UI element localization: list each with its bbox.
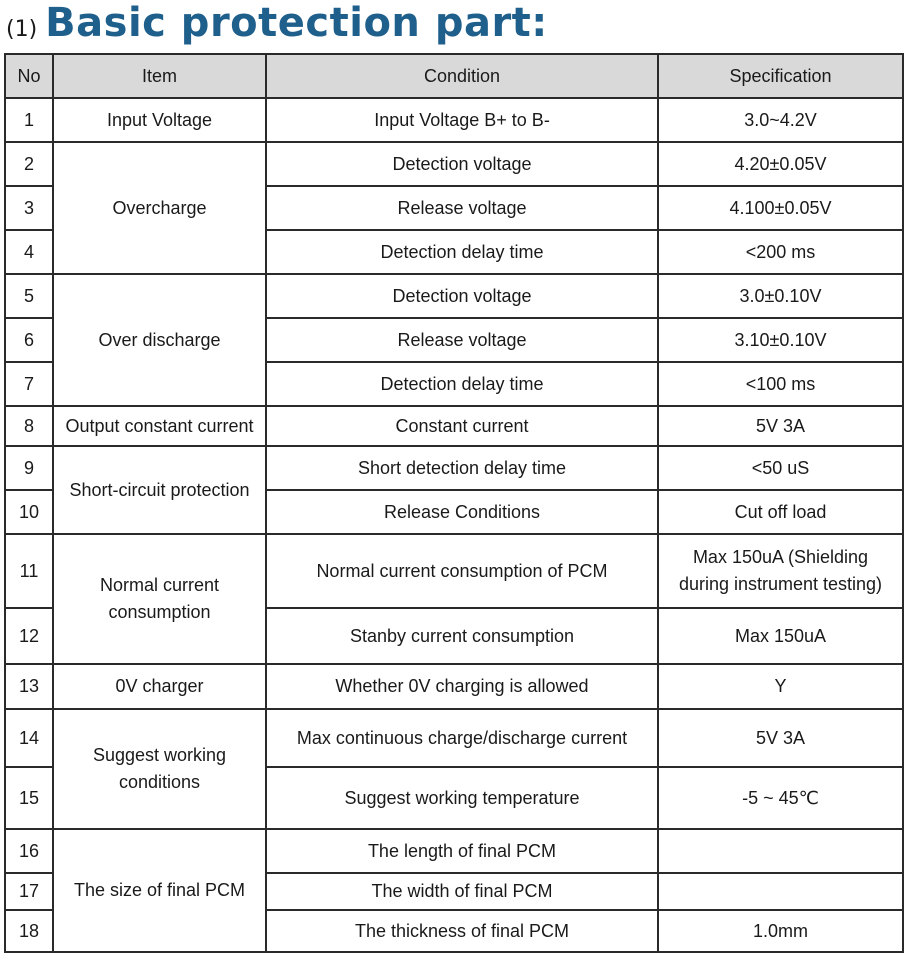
condition-cell: Stanby current consumption — [266, 608, 658, 664]
item-line: consumption — [108, 602, 211, 622]
row-number: 12 — [5, 608, 53, 664]
spec-cell: Cut off load — [658, 490, 903, 534]
row-number: 15 — [5, 767, 53, 829]
row-number: 14 — [5, 709, 53, 767]
item-cell: Output constant current — [53, 406, 266, 446]
spec-cell: Max 150uA — [658, 608, 903, 664]
spec-cell: Y — [658, 664, 903, 709]
spec-cell: 5V 3A — [658, 709, 903, 767]
item-line: conditions — [118, 772, 201, 792]
section-number: (1) — [6, 17, 38, 42]
table-row — [5, 406, 903, 446]
row-number: 2 — [5, 142, 53, 186]
item-line: Suggest working — [92, 745, 227, 765]
row-number: 5 — [5, 274, 53, 318]
table-row — [5, 142, 903, 186]
condition-cell: Short detection delay time — [266, 446, 658, 490]
condition-cell: Release voltage — [266, 186, 658, 230]
section-title: Basic protection part: — [45, 0, 548, 46]
spec-line: during instrument testing) — [678, 574, 883, 594]
condition-cell: Detection voltage — [266, 142, 658, 186]
header-condition: Condition — [266, 54, 658, 98]
condition-cell: The length of final PCM — [266, 829, 658, 873]
table-row — [5, 664, 903, 709]
spec-cell: <50 uS — [658, 446, 903, 490]
protection-table-container — [4, 53, 904, 953]
row-number: 18 — [5, 910, 53, 952]
table-row — [5, 534, 903, 608]
condition-cell: Detection delay time — [266, 230, 658, 274]
spec-cell: 5V 3A — [658, 406, 903, 446]
row-number: 17 — [5, 873, 53, 910]
row-number: 9 — [5, 446, 53, 490]
item-cell: Overcharge — [53, 142, 266, 274]
spec-line: Max 150uA (Shielding — [692, 547, 869, 567]
row-number: 10 — [5, 490, 53, 534]
table-row — [5, 709, 903, 767]
row-number: 11 — [5, 534, 53, 608]
row-number: 16 — [5, 829, 53, 873]
item-cell: The size of final PCM — [53, 829, 266, 952]
condition-cell: Constant current — [266, 406, 658, 446]
header-specification: Specification — [658, 54, 903, 98]
spec-cell: -5 ~ 45℃ — [658, 767, 903, 829]
item-cell: 0V charger — [53, 664, 266, 709]
condition-cell: The thickness of final PCM — [266, 910, 658, 952]
spec-cell — [658, 534, 903, 608]
spec-cell: 1.0mm — [658, 910, 903, 952]
table-row — [5, 98, 903, 142]
header-item: Item — [53, 54, 266, 98]
condition-cell: Whether 0V charging is allowed — [266, 664, 658, 709]
item-cell: Over discharge — [53, 274, 266, 406]
row-number: 7 — [5, 362, 53, 406]
condition-cell: Input Voltage B+ to B- — [266, 98, 658, 142]
row-number: 3 — [5, 186, 53, 230]
item-line: Normal current — [99, 575, 220, 595]
spec-cell: <100 ms — [658, 362, 903, 406]
header-no: No — [5, 54, 53, 98]
row-number: 13 — [5, 664, 53, 709]
item-cell: Short-circuit protection — [53, 446, 266, 534]
condition-cell: The width of final PCM — [266, 873, 658, 910]
spec-cell: 3.0±0.10V — [658, 274, 903, 318]
condition-cell: Release Conditions — [266, 490, 658, 534]
table-header-row — [5, 54, 903, 98]
spec-cell: 3.0~4.2V — [658, 98, 903, 142]
condition-cell: Detection delay time — [266, 362, 658, 406]
condition-cell: Detection voltage — [266, 274, 658, 318]
condition-cell: Normal current consumption of PCM — [266, 534, 658, 608]
table-row — [5, 446, 903, 490]
condition-cell: Max continuous charge/discharge current — [266, 709, 658, 767]
spec-cell: <200 ms — [658, 230, 903, 274]
row-number: 1 — [5, 98, 53, 142]
spec-cell — [658, 829, 903, 873]
table-row — [5, 274, 903, 318]
row-number: 6 — [5, 318, 53, 362]
spec-cell: 4.100±0.05V — [658, 186, 903, 230]
item-cell: Input Voltage — [53, 98, 266, 142]
spec-cell: 4.20±0.05V — [658, 142, 903, 186]
spec-cell — [658, 873, 903, 910]
section-heading — [6, 0, 548, 52]
item-cell — [53, 709, 266, 829]
condition-cell: Release voltage — [266, 318, 658, 362]
protection-table — [4, 53, 904, 953]
table-row — [5, 829, 903, 873]
row-number: 4 — [5, 230, 53, 274]
spec-cell: 3.10±0.10V — [658, 318, 903, 362]
item-cell — [53, 534, 266, 664]
row-number: 8 — [5, 406, 53, 446]
condition-cell: Suggest working temperature — [266, 767, 658, 829]
